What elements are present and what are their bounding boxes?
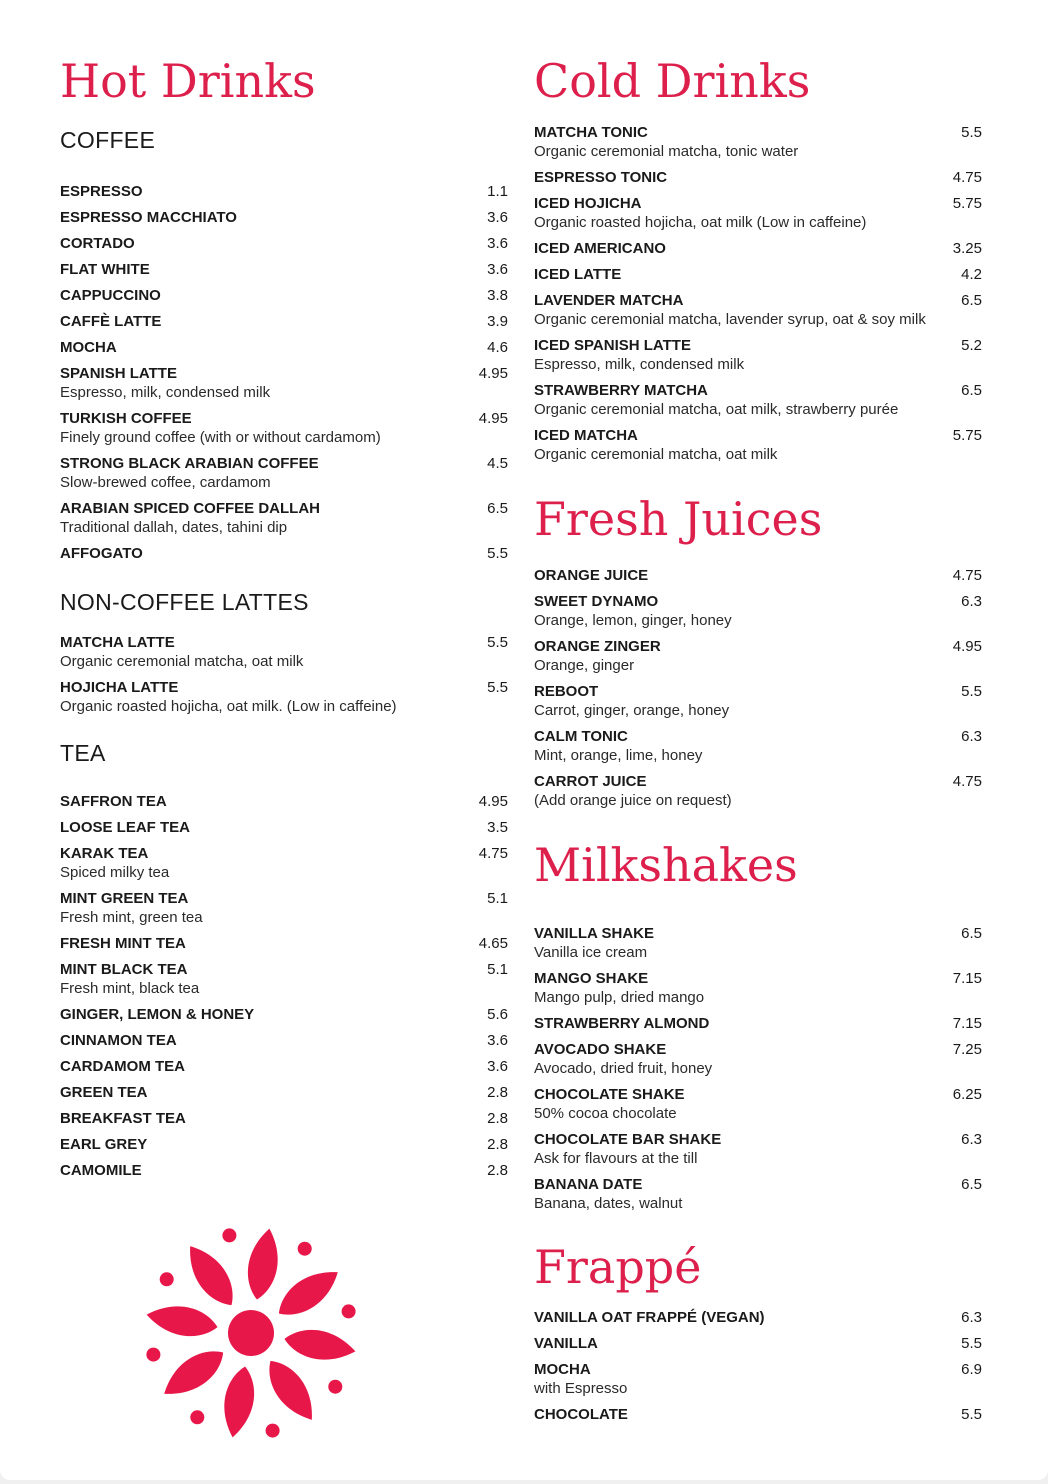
item-description: Vanilla ice cream bbox=[534, 944, 648, 961]
item-price: 5.5 bbox=[487, 634, 508, 651]
hot-drinks-title: Hot Drinks bbox=[60, 54, 316, 108]
menu-item-row bbox=[60, 1109, 508, 1128]
item-price: 5.5 bbox=[487, 679, 508, 696]
item-price: 7.25 bbox=[952, 1041, 982, 1058]
menu-item bbox=[534, 637, 982, 675]
item-name: MATCHA TONIC bbox=[534, 124, 648, 141]
item-name: ESPRESSO bbox=[60, 183, 143, 200]
item-name: STRAWBERRY ALMOND bbox=[534, 1015, 710, 1032]
menu-item-row bbox=[60, 889, 508, 908]
menu-item bbox=[534, 1014, 982, 1033]
menu-item bbox=[534, 1130, 982, 1168]
menu-item bbox=[60, 544, 508, 563]
item-price: 3.9 bbox=[487, 313, 508, 330]
logo-dot-icon bbox=[342, 1304, 356, 1318]
item-description: Fresh mint, black tea bbox=[60, 980, 200, 997]
item-price: 4.65 bbox=[478, 935, 508, 952]
item-price: 5.6 bbox=[487, 1006, 508, 1023]
menu-item-row bbox=[534, 1360, 982, 1379]
item-price: 3.5 bbox=[487, 819, 508, 836]
item-price: 1.1 bbox=[487, 183, 508, 200]
item-price: 3.8 bbox=[487, 287, 508, 304]
item-price: 3.6 bbox=[487, 209, 508, 226]
menu-item bbox=[60, 1005, 508, 1024]
menu-item bbox=[534, 772, 982, 810]
item-name: CARDAMOM TEA bbox=[60, 1058, 185, 1075]
menu-item bbox=[534, 123, 982, 161]
item-name: ICED MATCHA bbox=[534, 427, 638, 444]
menu-item-row bbox=[60, 792, 508, 811]
menu-item bbox=[60, 1135, 508, 1154]
item-price: 5.75 bbox=[952, 427, 982, 444]
item-description: Espresso, milk, condensed milk bbox=[60, 384, 271, 401]
sun-flower-logo-icon bbox=[130, 1212, 380, 1462]
item-price: 6.5 bbox=[961, 292, 982, 309]
item-price: 6.25 bbox=[952, 1086, 982, 1103]
item-name: CHOCOLATE SHAKE bbox=[534, 1086, 685, 1103]
menu-item bbox=[534, 592, 982, 630]
menu-item-row bbox=[534, 291, 982, 310]
menu-item bbox=[60, 1031, 508, 1050]
item-description: Organic ceremonial matcha, oat milk bbox=[534, 446, 778, 463]
item-name: SPANISH LATTE bbox=[60, 365, 177, 382]
item-name: ICED SPANISH LATTE bbox=[534, 337, 691, 354]
item-price: 4.5 bbox=[487, 455, 508, 472]
menu-item-row bbox=[60, 312, 508, 331]
logo-petal-icon bbox=[259, 1353, 324, 1428]
item-name: LAVENDER MATCHA bbox=[534, 292, 684, 309]
menu-item bbox=[60, 1083, 508, 1102]
cold-drinks-title: Cold Drinks bbox=[534, 54, 811, 108]
menu-item bbox=[60, 844, 508, 882]
item-price: 4.2 bbox=[961, 266, 982, 283]
menu-item bbox=[534, 381, 982, 419]
item-description: Banana, dates, walnut bbox=[534, 1195, 683, 1212]
menu-item-row bbox=[534, 1334, 982, 1353]
menu-item bbox=[534, 1334, 982, 1353]
tea-list bbox=[60, 792, 508, 1187]
item-price: 3.6 bbox=[487, 1032, 508, 1049]
menu-item-row bbox=[534, 1040, 982, 1059]
menu-item-row bbox=[534, 682, 982, 701]
item-name: ORANGE JUICE bbox=[534, 567, 649, 584]
cold-drinks-list[interactable] bbox=[534, 123, 982, 463]
menu-item bbox=[60, 286, 508, 305]
menu-item-row bbox=[60, 260, 508, 279]
menu-item bbox=[534, 265, 982, 284]
item-name: MOCHA bbox=[60, 339, 117, 356]
menu-item-row bbox=[534, 566, 982, 585]
menu-item-row bbox=[60, 234, 508, 253]
item-name: CARROT JUICE bbox=[534, 773, 647, 790]
item-name: ARABIAN SPICED COFFEE DALLAH bbox=[60, 500, 321, 517]
menu-item bbox=[60, 792, 508, 811]
item-description: Organic ceremonial matcha, oat milk, strawberry purée bbox=[534, 401, 899, 418]
item-description: Organic roasted hojicha, oat milk. (Low in caffeine) bbox=[60, 698, 397, 715]
frappe-title: Frappé bbox=[534, 1240, 702, 1294]
item-description: 50% cocoa chocolate bbox=[534, 1105, 677, 1122]
item-price: 5.5 bbox=[487, 545, 508, 562]
item-price: 6.5 bbox=[961, 1176, 982, 1193]
item-name: EARL GREY bbox=[60, 1136, 148, 1153]
item-name: BREAKFAST TEA bbox=[60, 1110, 186, 1127]
item-description: Mango pulp, dried mango bbox=[534, 989, 705, 1006]
item-price: 5.5 bbox=[961, 683, 982, 700]
item-name: AVOCADO SHAKE bbox=[534, 1041, 667, 1058]
menu-item-row bbox=[60, 1083, 508, 1102]
item-name: SWEET DYNAMO bbox=[534, 593, 659, 610]
logo-petal-icon bbox=[282, 1325, 358, 1366]
item-description: Ask for flavours at the till bbox=[534, 1150, 698, 1167]
non-coffee-subtitle: NON-COFFEE LATTES bbox=[60, 589, 309, 615]
item-price: 7.15 bbox=[952, 1015, 982, 1032]
item-price: 4.95 bbox=[478, 365, 508, 382]
menu-item bbox=[534, 969, 982, 1007]
menu-item-row bbox=[534, 1130, 982, 1149]
item-price: 2.8 bbox=[487, 1162, 508, 1179]
menu-item bbox=[60, 934, 508, 953]
item-price: 7.15 bbox=[952, 970, 982, 987]
item-name: MANGO SHAKE bbox=[534, 970, 649, 987]
menu-item-row bbox=[534, 168, 982, 187]
item-description: Mint, orange, lime, honey bbox=[534, 747, 703, 764]
item-price: 3.6 bbox=[487, 1058, 508, 1075]
logo-center-icon bbox=[228, 1310, 274, 1356]
item-price: 4.75 bbox=[478, 845, 508, 862]
menu-item bbox=[534, 727, 982, 765]
item-price: 5.2 bbox=[961, 337, 982, 354]
menu-item-row bbox=[534, 772, 982, 791]
menu-item bbox=[534, 682, 982, 720]
milkshakes-list bbox=[534, 924, 982, 1220]
item-description: Organic ceremonial matcha, lavender syrup, oat & soy milk bbox=[534, 311, 926, 328]
coffee-list bbox=[60, 182, 508, 570]
item-price: 4.75 bbox=[952, 773, 982, 790]
item-price: 6.5 bbox=[961, 382, 982, 399]
menu-item bbox=[534, 1175, 982, 1213]
item-price: 6.5 bbox=[961, 925, 982, 942]
menu-item bbox=[534, 1040, 982, 1078]
menu-item-row bbox=[60, 208, 508, 227]
menu-item-row bbox=[534, 381, 982, 400]
menu-item bbox=[534, 168, 982, 187]
menu-item-row bbox=[534, 123, 982, 142]
item-description: with Espresso bbox=[534, 1380, 628, 1397]
item-name: CHOCOLATE bbox=[534, 1406, 628, 1423]
item-name: VANILLA bbox=[534, 1335, 598, 1352]
item-name: STRAWBERRY MATCHA bbox=[534, 382, 708, 399]
item-description: Espresso, milk, condensed milk bbox=[534, 356, 745, 373]
item-name: STRONG BLACK ARABIAN COFFEE bbox=[60, 455, 319, 472]
menu-item-row bbox=[60, 1031, 508, 1050]
menu-item-row bbox=[534, 336, 982, 355]
menu-item bbox=[60, 1161, 508, 1180]
item-price: 5.1 bbox=[487, 961, 508, 978]
item-name: GINGER, LEMON & HONEY bbox=[60, 1006, 255, 1023]
non-coffee-list bbox=[60, 633, 508, 723]
menu-item bbox=[60, 633, 508, 671]
menu-item bbox=[60, 960, 508, 998]
tea-subtitle: TEA bbox=[60, 740, 106, 766]
menu-item bbox=[60, 208, 508, 227]
menu-item-row bbox=[60, 934, 508, 953]
menu-item bbox=[60, 1109, 508, 1128]
menu-item-row bbox=[60, 454, 508, 473]
item-price: 4.95 bbox=[952, 638, 982, 655]
logo-dot-icon bbox=[160, 1272, 174, 1286]
item-price: 5.75 bbox=[952, 195, 982, 212]
item-price: 2.8 bbox=[487, 1110, 508, 1127]
menu-item bbox=[534, 426, 982, 464]
item-name: MATCHA LATTE bbox=[60, 634, 175, 651]
menu-item bbox=[60, 312, 508, 331]
logo-petal-icon bbox=[243, 1226, 284, 1302]
item-description: Carrot, ginger, orange, honey bbox=[534, 702, 730, 719]
item-description: Finely ground coffee (with or without cardamom) bbox=[60, 429, 381, 446]
item-description: Organic roasted hojicha, oat milk (Low in caffeine) bbox=[534, 214, 867, 231]
logo-petal-icon bbox=[156, 1341, 231, 1406]
menu-item bbox=[534, 1308, 982, 1327]
item-price: 4.6 bbox=[487, 339, 508, 356]
item-price: 6.3 bbox=[961, 1131, 982, 1148]
item-name: CINNAMON TEA bbox=[60, 1032, 177, 1049]
menu-item bbox=[60, 260, 508, 279]
menu-item-row bbox=[534, 637, 982, 656]
item-name: LOOSE LEAF TEA bbox=[60, 819, 191, 836]
menu-item bbox=[60, 409, 508, 447]
item-name: TURKISH COFFEE bbox=[60, 410, 192, 427]
item-price: 5.1 bbox=[487, 890, 508, 907]
menu-item bbox=[534, 1405, 982, 1424]
fresh-juices-title: Fresh Juices bbox=[534, 492, 823, 546]
item-name: FRESH MINT TEA bbox=[60, 935, 186, 952]
item-description: Traditional dallah, dates, tahini dip bbox=[60, 519, 288, 536]
item-price: 4.95 bbox=[478, 793, 508, 810]
logo-dot-icon bbox=[190, 1410, 204, 1424]
item-name: SAFFRON TEA bbox=[60, 793, 167, 810]
menu-item-row bbox=[60, 818, 508, 837]
item-price: 5.5 bbox=[961, 124, 982, 141]
menu-item bbox=[534, 566, 982, 585]
menu-item-row bbox=[534, 592, 982, 611]
item-name: ESPRESSO MACCHIATO bbox=[60, 209, 237, 226]
menu-item-row bbox=[534, 924, 982, 943]
item-description: Orange, lemon, ginger, honey bbox=[534, 612, 732, 629]
menu-item-row bbox=[534, 1308, 982, 1327]
item-price: 2.8 bbox=[487, 1136, 508, 1153]
menu-item-row bbox=[534, 727, 982, 746]
menu-item-row bbox=[534, 194, 982, 213]
item-price: 4.75 bbox=[952, 169, 982, 186]
item-name: CALM TONIC bbox=[534, 728, 628, 745]
item-name: CAMOMILE bbox=[60, 1162, 142, 1179]
item-name: ORANGE ZINGER bbox=[534, 638, 661, 655]
item-description: Slow-brewed coffee, cardamom bbox=[60, 474, 271, 491]
menu-item bbox=[534, 291, 982, 329]
menu-item-row bbox=[60, 286, 508, 305]
item-description: Spiced milky tea bbox=[60, 864, 170, 881]
item-name: ESPRESSO TONIC bbox=[534, 169, 668, 186]
fresh-juices-list bbox=[534, 566, 982, 817]
menu-item bbox=[60, 499, 508, 537]
menu-item-row bbox=[534, 1405, 982, 1424]
item-price: 6.3 bbox=[961, 593, 982, 610]
menu-item bbox=[60, 454, 508, 492]
menu-item bbox=[534, 924, 982, 962]
logo-petal-icon bbox=[178, 1238, 243, 1313]
menu-item-row bbox=[60, 1135, 508, 1154]
item-name: VANILLA OAT FRAPPÉ (VEGAN) bbox=[534, 1309, 765, 1326]
menu-item-row bbox=[60, 1161, 508, 1180]
item-name: CAFFÈ LATTE bbox=[60, 313, 162, 330]
item-name: ICED LATTE bbox=[534, 266, 622, 283]
menu-item bbox=[60, 338, 508, 357]
item-name: ICED HOJICHA bbox=[534, 195, 642, 212]
item-description: Avocado, dried fruit, honey bbox=[534, 1060, 713, 1077]
menu-item-row bbox=[60, 338, 508, 357]
logo-dot-icon bbox=[146, 1348, 160, 1362]
menu-item bbox=[60, 182, 508, 201]
logo-petal-icon bbox=[144, 1300, 220, 1341]
item-name: CAPPUCCINO bbox=[60, 287, 161, 304]
item-name: REBOOT bbox=[534, 683, 599, 700]
menu-item-row bbox=[534, 1175, 982, 1194]
menu-item-row bbox=[60, 182, 508, 201]
item-price: 6.3 bbox=[961, 1309, 982, 1326]
menu-item bbox=[534, 239, 982, 258]
menu-item-row bbox=[60, 844, 508, 863]
menu-item-row bbox=[534, 265, 982, 284]
coffee-subtitle: COFFEE bbox=[60, 127, 156, 153]
item-name: HOJICHA LATTE bbox=[60, 679, 179, 696]
menu-item-row bbox=[534, 239, 982, 258]
item-name: VANILLA SHAKE bbox=[534, 925, 654, 942]
item-description: Orange, ginger bbox=[534, 657, 635, 674]
item-name: MOCHA bbox=[534, 1361, 591, 1378]
item-price: 3.25 bbox=[952, 240, 982, 257]
item-price: 5.5 bbox=[961, 1335, 982, 1352]
item-name: CHOCOLATE BAR SHAKE bbox=[534, 1131, 722, 1148]
item-name: KARAK TEA bbox=[60, 845, 149, 862]
item-price: 2.8 bbox=[487, 1084, 508, 1101]
frappe-list bbox=[534, 1308, 982, 1431]
item-price: 5.5 bbox=[961, 1406, 982, 1423]
menu-item-row bbox=[60, 409, 508, 428]
menu-item-row bbox=[60, 364, 508, 383]
item-price: 6.9 bbox=[961, 1361, 982, 1378]
menu-item bbox=[60, 1057, 508, 1076]
menu-item bbox=[60, 364, 508, 402]
item-name: BANANA DATE bbox=[534, 1176, 643, 1193]
item-name: MINT BLACK TEA bbox=[60, 961, 188, 978]
item-name: FLAT WHITE bbox=[60, 261, 150, 278]
menu-item-row bbox=[534, 1085, 982, 1104]
menu-item-row bbox=[60, 678, 508, 697]
menu-item-row bbox=[60, 633, 508, 652]
menu-item bbox=[60, 889, 508, 927]
menu-item-row bbox=[534, 1014, 982, 1033]
item-price: 3.6 bbox=[487, 261, 508, 278]
logo-dot-icon bbox=[298, 1242, 312, 1256]
item-price: 4.75 bbox=[952, 567, 982, 584]
item-name: AFFOGATO bbox=[60, 545, 143, 562]
menu-item bbox=[60, 678, 508, 716]
menu-item-row bbox=[60, 1005, 508, 1024]
logo-dot-icon bbox=[266, 1424, 280, 1438]
logo-petal-icon bbox=[218, 1364, 259, 1440]
menu-item-row bbox=[534, 969, 982, 988]
item-description: (Add orange juice on request) bbox=[534, 792, 732, 809]
item-name: CORTADO bbox=[60, 235, 135, 252]
item-name: GREEN TEA bbox=[60, 1084, 148, 1101]
item-price: 4.95 bbox=[478, 410, 508, 427]
menu-item bbox=[534, 1085, 982, 1123]
menu-item bbox=[534, 1360, 982, 1398]
item-price: 3.6 bbox=[487, 235, 508, 252]
menu-item bbox=[534, 336, 982, 374]
item-price: 6.5 bbox=[487, 500, 508, 517]
item-price: 6.3 bbox=[961, 728, 982, 745]
logo-dot-icon bbox=[222, 1228, 236, 1242]
milkshakes-title: Milkshakes bbox=[534, 838, 798, 892]
menu-item-row bbox=[60, 544, 508, 563]
menu-item-row bbox=[60, 960, 508, 979]
menu-item bbox=[534, 194, 982, 232]
menu-item bbox=[60, 234, 508, 253]
menu-item-row bbox=[534, 426, 982, 445]
menu-item-row bbox=[60, 1057, 508, 1076]
logo-dot-icon bbox=[328, 1380, 342, 1394]
menu-item-row bbox=[60, 499, 508, 518]
item-name: ICED AMERICANO bbox=[534, 240, 666, 257]
item-description: Fresh mint, green tea bbox=[60, 909, 203, 926]
item-description: Organic ceremonial matcha, oat milk bbox=[60, 653, 304, 670]
item-description: Organic ceremonial matcha, tonic water bbox=[534, 143, 799, 160]
logo-petal-icon bbox=[271, 1260, 346, 1325]
item-name: MINT GREEN TEA bbox=[60, 890, 189, 907]
menu-item bbox=[60, 818, 508, 837]
